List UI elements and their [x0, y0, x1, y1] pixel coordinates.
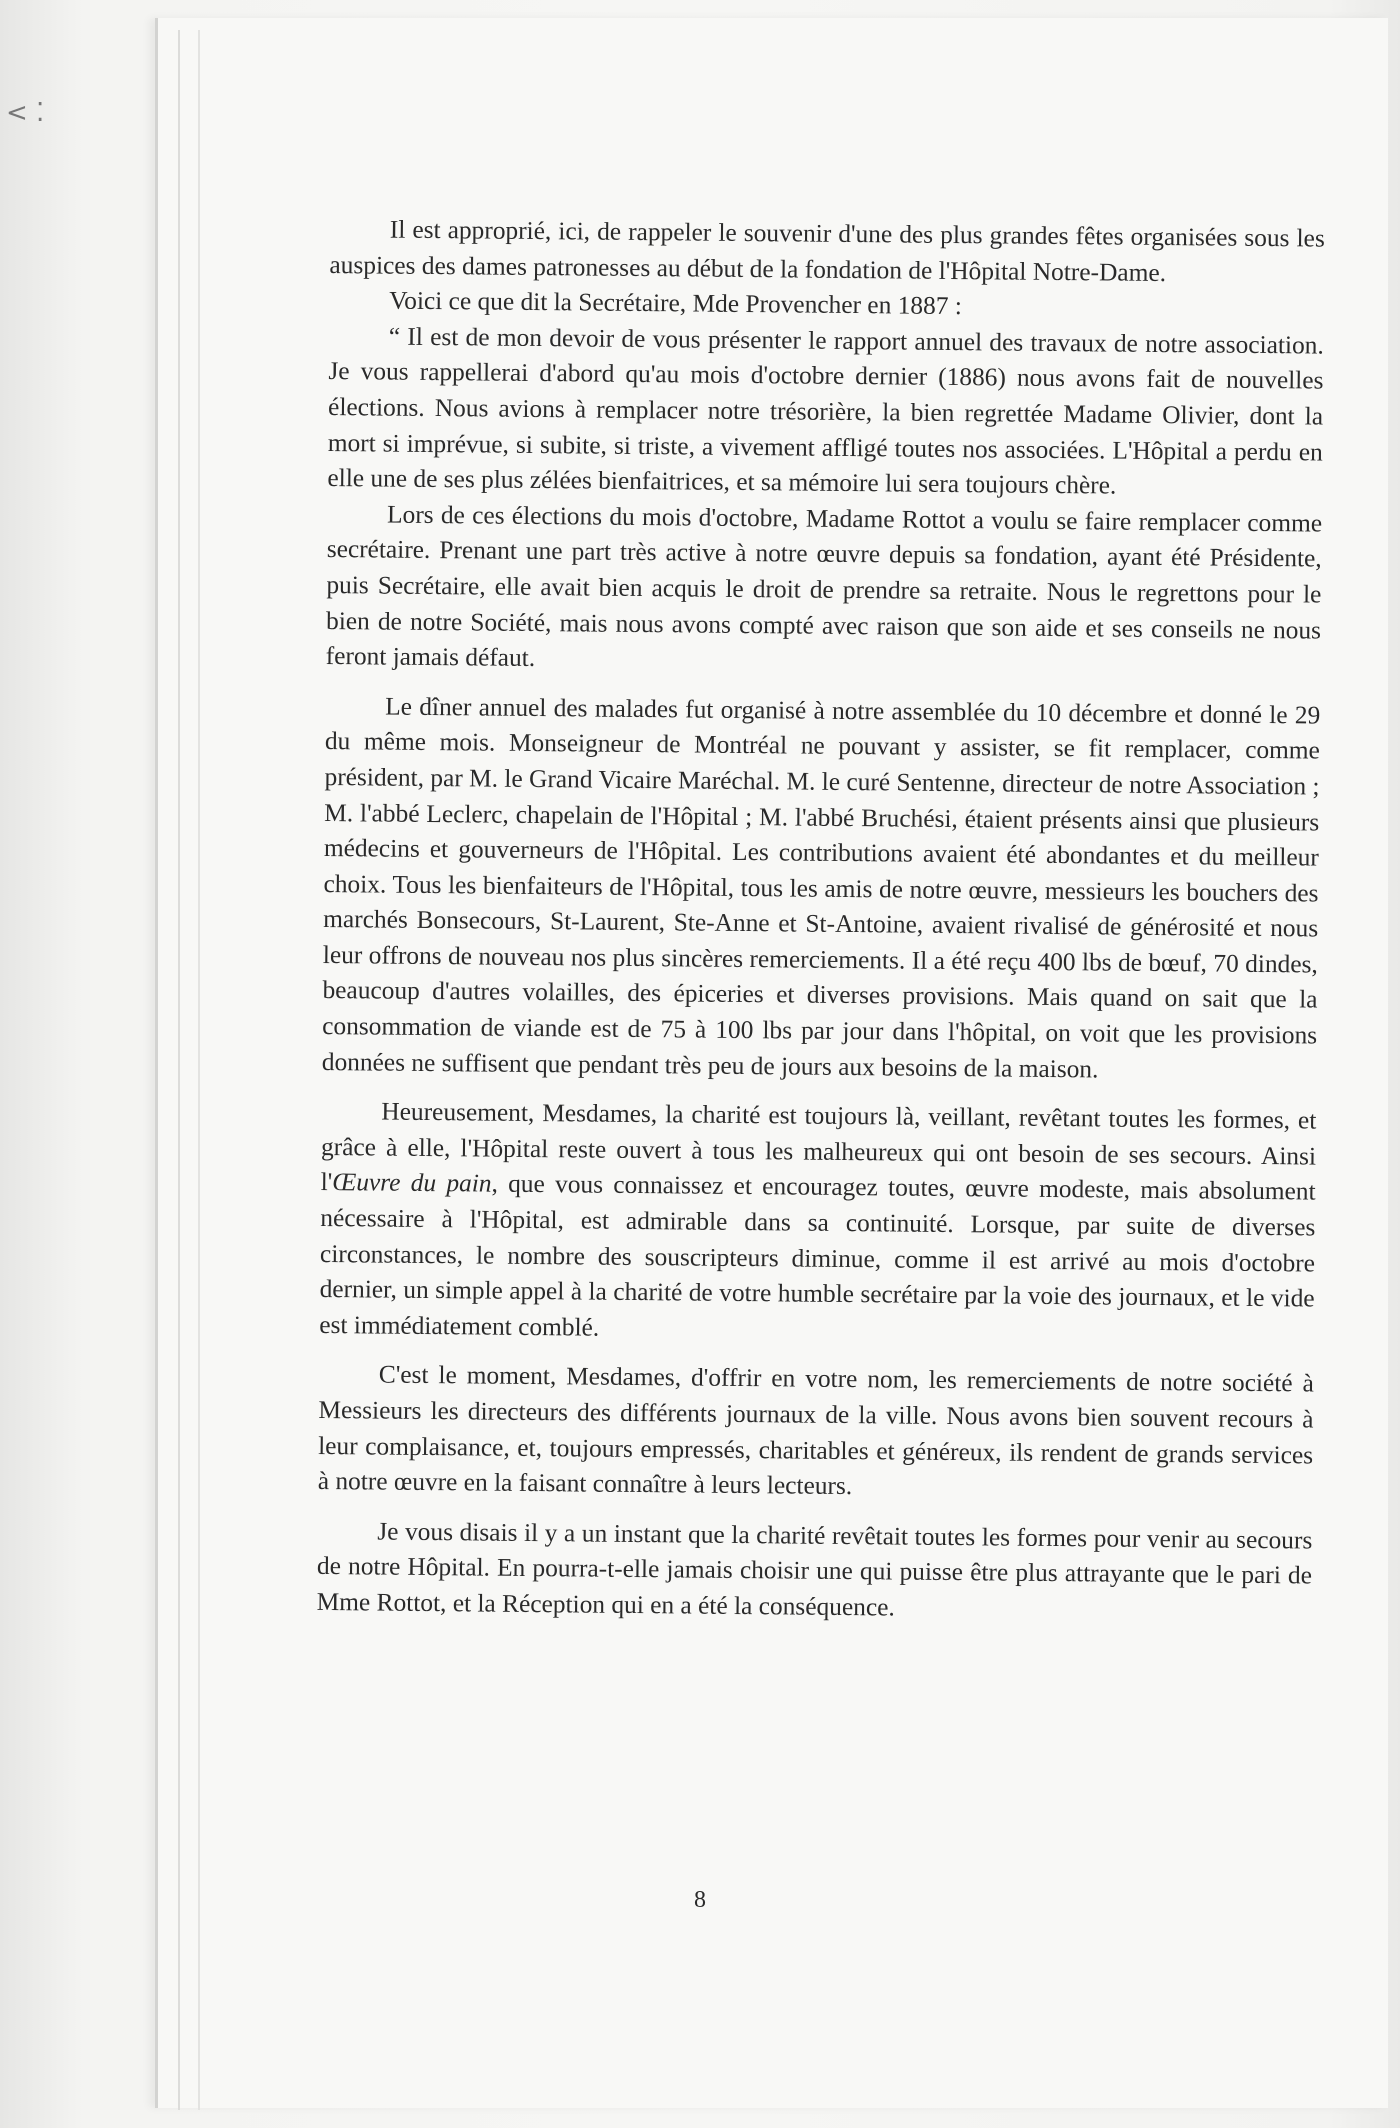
paragraph-newspapers	[318, 1357, 1314, 1509]
paragraph-reception	[316, 1514, 1312, 1630]
paragraph-text: Heureusement, Mesdames, la charité est toujours là, veillant, revêtant toutes les formes, et grâce à elle, l'Hôpital reste ouvert à tous les malheureux qui ont besoin de ses secours. Ainsi l'	[320, 1097, 1317, 1197]
page-text	[316, 212, 1324, 1630]
paragraph-annual-dinner	[322, 689, 1321, 1090]
page-number: 8	[694, 1887, 706, 1913]
paragraph-intro	[329, 212, 1325, 293]
paragraph-elections	[326, 497, 1323, 685]
paragraph-text: Lors de ces élections du mois d'octobre, Madame Rottot a voulu se faire remplacer comme secrétaire. Prenant une part très active à notre œuvre depuis sa fondation, ayant été Présidente, puis Secrétaire, elle avait bien acquis le droit de prendre sa retraite. Nous le regrettons pour le bien de notre Société, mais nous avons compté avec raison que son aide et ses conseils ne nous feront jamais défaut.	[325, 500, 1323, 673]
italic-work-title: Œuvre du pain	[332, 1168, 492, 1199]
paragraph-charity	[319, 1094, 1316, 1353]
paragraph-text: Le dîner annuel des malades fut organisé à notre assemblée du 10 décembre et donné le 29 du même mois. Monseigneur de Montréal ne pouvant y assister, se fit remplacer, comme président, par M. le Grand Vicaire Maréchal. M. le curé Sentenne, directeur de notre Association ; M. l'abbé Leclerc, chapelain de l'Hôpital ; M. l'abbé Bruchési, étaient présents ainsi que plusieurs médecins et gouverneurs de l'Hôpital. Les contributions avaient été abondantes et du meilleur choix. Tous les bienfaiteurs de l'Hôpital, tous les amis de notre œuvre, messieurs les bouchers des marchés Bonsecours, St-Laurent, Ste-Anne et St-Antoine, avaient rivalisé de générosité et nous leur offrons de nouveau nos plus sincères remerciements. Il a été reçu 400 lbs de bœuf, 70 dindes, beaucoup d'autres volailles, des épiceries et diverses provisions. Mais quand on sait que la consommation de viande est de 75 à 100 lbs par jour dans l'hôpital, on voit que les provisions données ne suffisent que pendant très peu de jours aux besoins de la maison.	[321, 692, 1321, 1084]
page-edge-line	[178, 30, 180, 2110]
paragraph-text: Je vous disais il y a un instant que la charité revêtait toutes les formes pour venir au secours de notre Hôpital. En pourra-t-elle jamais choisir une qui puisse être plus attrayante que le pari de Mme Rottot, et la Réception qui en a été la conséquence.	[316, 1517, 1313, 1622]
paragraph-text: Voici ce que dit la Secrétaire, Mde Provencher en 1887 :	[389, 286, 963, 321]
paragraph-report-opening	[327, 319, 1324, 507]
paragraph-text: Il est approprié, ici, de rappeler le souvenir d'une des plus grandes fêtes organisées sous les auspices des dames patronesses au début de la fondation de l'Hôpital Notre-Dame.	[329, 215, 1325, 287]
margin-mark: < ⁚	[6, 98, 45, 128]
page-edge-line-inner	[198, 30, 200, 2110]
paragraph-text: “ Il est de mon devoir de vous présenter le rapport annuel des travaux de notre association. Je vous rappellerai d'abord qu'au mois d'octobre dernier (1886) nous avons fait de nouvelles élections. Nous avions à remplacer notre trésorière, la bien regrettée Madame Olivier, dont la mort si imprévue, si subite, si triste, a vivement affligé toutes nos associées. L'Hôpital a perdu en elle une de ses plus zélées bienfaitrices, et sa mémoire lui sera toujours chère.	[327, 322, 1324, 500]
paragraph-text-continued: , que vous connaissez et encouragez toutes, œuvre modeste, mais absolument nécessaire à l'Hôpital, est admirable dans sa continuité. Lorsque, par suite de diverses circonstances, le nombre des souscripteurs diminue, comme il est arrivé au mois d'octobre dernier, un simple appel à la charité de votre humble secrétaire par la voie des journaux, et le vide est immédiatement comblé.	[319, 1170, 1316, 1342]
paragraph-text: C'est le moment, Mesdames, d'offrir en votre nom, les remerciements de notre société à Messieurs les directeurs des différents journaux de la ville. Nous avons bien souvent recours à leur complaisance, et, toujours empressés, charitables et généreux, ils rendent de grands services à notre œuvre en la faisant connaître à leurs lecteurs.	[317, 1360, 1314, 1501]
